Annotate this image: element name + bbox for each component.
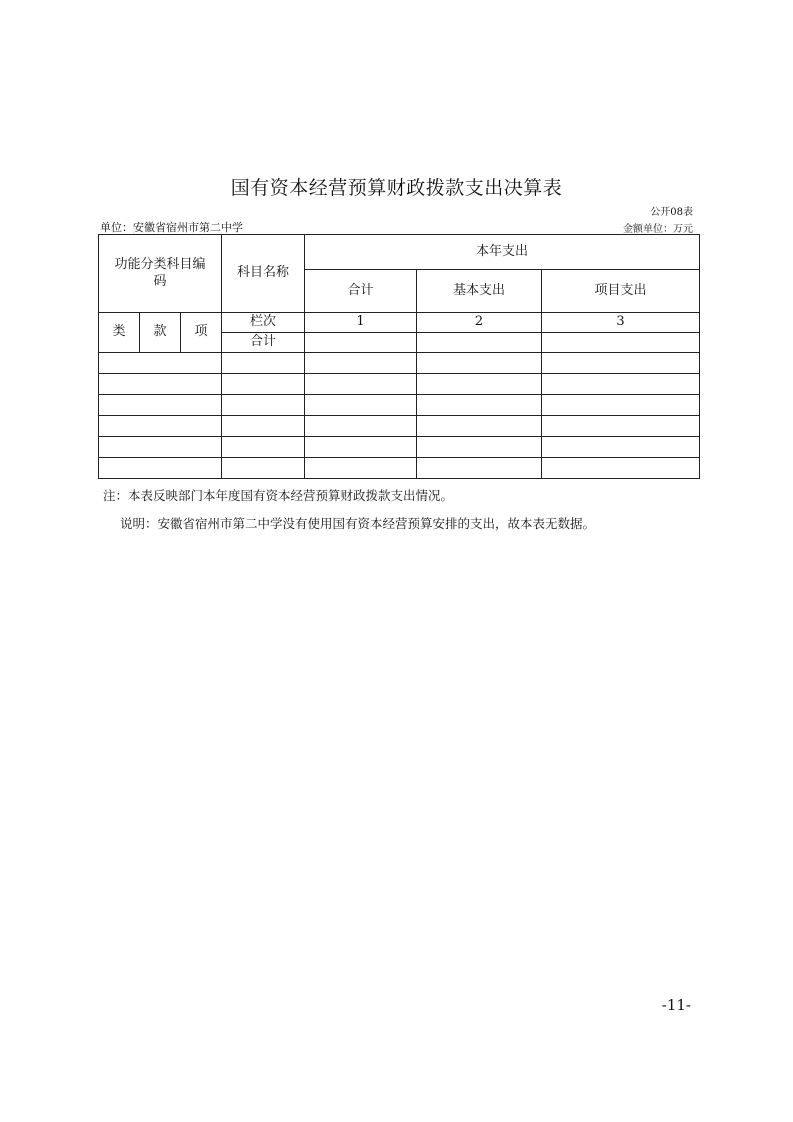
lanci-label: 栏次 xyxy=(222,313,305,333)
table-row xyxy=(99,437,700,458)
basic-header: 基本支出 xyxy=(417,270,542,313)
table-cell xyxy=(99,437,222,458)
table-cell xyxy=(99,353,222,374)
form-code: 公开08表 xyxy=(650,207,693,218)
table-row xyxy=(99,313,700,333)
table-cell xyxy=(222,458,305,479)
table-cell xyxy=(542,333,700,353)
table-row xyxy=(99,395,700,416)
func-code-header: 功能分类科目编码 xyxy=(99,235,222,313)
table-note: 注：本表反映部门本年度国有资本经营预算财政拨款支出情况。 xyxy=(103,488,454,503)
current-year-header: 本年支出 xyxy=(305,235,700,270)
table-cell xyxy=(222,374,305,395)
table-row xyxy=(99,353,700,374)
table-cell xyxy=(417,458,542,479)
table-cell xyxy=(222,437,305,458)
kuan-header: 款 xyxy=(140,313,181,353)
table-cell xyxy=(417,416,542,437)
col-index-3: 3 xyxy=(542,313,700,333)
table-cell xyxy=(99,416,222,437)
total-row-label: 合计 xyxy=(222,333,305,353)
explanation-text: 说明：安徽省宿州市第二中学没有使用国有资本经营预算安排的支出，故本表无数据。 xyxy=(120,516,596,531)
table-cell xyxy=(305,437,417,458)
table-cell xyxy=(99,374,222,395)
subject-name-header: 科目名称 xyxy=(222,235,305,313)
table-row xyxy=(99,458,700,479)
project-header: 项目支出 xyxy=(542,270,700,313)
table-cell xyxy=(542,437,700,458)
table-cell xyxy=(542,374,700,395)
col-index-1: 1 xyxy=(305,313,417,333)
table-row xyxy=(99,416,700,437)
table-header-row xyxy=(99,235,700,270)
page-number: -11- xyxy=(661,996,691,1014)
page-title: 国有资本经营预算财政拨款支出决算表 xyxy=(230,177,563,199)
table-cell xyxy=(305,458,417,479)
table-cell xyxy=(99,458,222,479)
table-cell xyxy=(305,353,417,374)
table-cell xyxy=(542,395,700,416)
xiang-header: 项 xyxy=(181,313,222,353)
table-cell xyxy=(305,374,417,395)
table-cell xyxy=(417,353,542,374)
table-cell xyxy=(417,374,542,395)
table-cell xyxy=(542,416,700,437)
expenditure-table xyxy=(98,234,700,479)
table-cell xyxy=(222,353,305,374)
table-cell xyxy=(222,416,305,437)
total-header: 合计 xyxy=(305,270,417,313)
table-cell xyxy=(542,458,700,479)
table-cell xyxy=(542,353,700,374)
table-cell xyxy=(305,333,417,353)
lei-header: 类 xyxy=(99,313,140,353)
table-cell xyxy=(305,395,417,416)
table-cell xyxy=(417,333,542,353)
table-cell xyxy=(222,395,305,416)
col-index-2: 2 xyxy=(417,313,542,333)
table-row xyxy=(99,374,700,395)
table-cell xyxy=(417,395,542,416)
table-cell xyxy=(99,395,222,416)
table-cell xyxy=(417,437,542,458)
unit-label: 单位：安徽省宿州市第二中学 xyxy=(100,221,243,234)
money-unit-label: 金额单位：万元 xyxy=(623,224,693,235)
table-cell xyxy=(305,416,417,437)
